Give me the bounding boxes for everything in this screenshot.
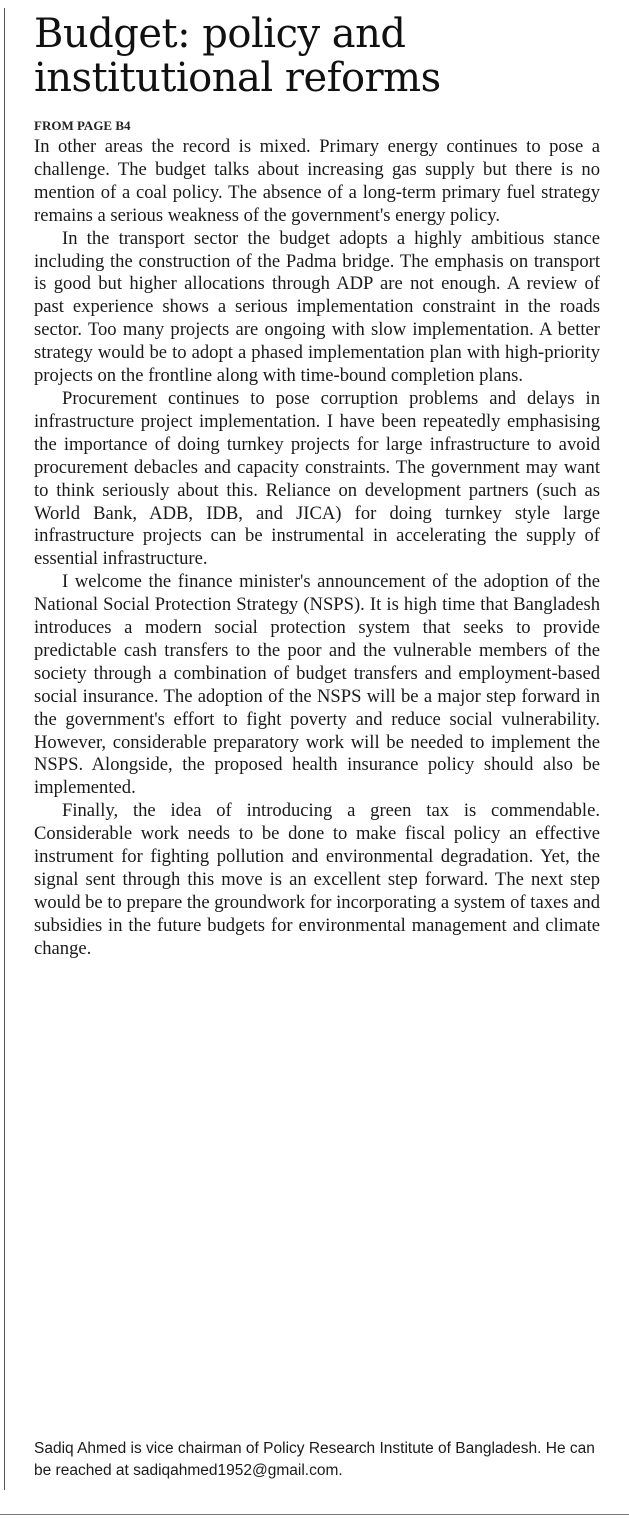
- body-paragraph-social-protection: I welcome the finance minister's announcement of the adoption of the National Social Protection Strategy (NSPS). It is high time that Bangladesh introduces a modern social protection system that seeks to provide predictable cash transfers to the poor and the vulnerable members of the society through a combination of budget transfers and employment-based social insurance. The adoption of the NSPS will be a major step forward in the government's effort to fight poverty and reduce social vulnerability. However, considerable preparatory work will be needed to implement the NSPS. Alongside, the proposed health insurance policy should also be implemented.: [34, 571, 600, 799]
- continuation-kicker: FROM PAGE B4: [34, 118, 131, 133]
- body-paragraph-energy: In other areas the record is mixed. Primary energy continues to pose a challenge. The budget talks about increasing gas supply but there is no mention of a coal policy. The absence of a long-term primary fuel strategy remains a serious weakness of the government's energy policy.: [34, 136, 600, 226]
- author-byline: Sadiq Ahmed is vice chairman of Policy Research Institute of Bangladesh. He can be reached at sadiqahmed1952@gmail.com.: [34, 1440, 595, 1479]
- body-paragraph-procurement: Procurement continues to pose corruption problems and delays in infrastructure project implementation. I have been repeatedly emphasising the importance of doing turnkey projects for large infrastructure to avoid procurement debacles and capacity constraints. The government may want to think seriously about this. Reliance on development partners (such as World Bank, ADB, IDB, and JICA) for doing turnkey style large infrastructure projects can be instrumental in accelerating the supply of essential infrastructure.: [34, 387, 600, 570]
- article-body: [34, 136, 600, 961]
- body-paragraph-green-tax: Finally, the idea of introducing a green tax is commendable. Considerable work needs to be done to make fiscal policy an effective instrument for fighting pollution and environmental degradation. Yet, the signal sent through this move is an excellent step forward. The next step would be to prepare the groundwork for incorporating a system of taxes and subsidies in the future budgets for environmental management and climate change.: [34, 800, 600, 959]
- body-paragraph-transport: In the transport sector the budget adopts a highly ambitious stance including the construction of the Padma bridge. The emphasis on transport is good but higher allocations through ADP are not enough. A review of past experience shows a serious implementation constraint in the roads sector. Too many projects are ongoing with slow implementation. A better strategy would be to adopt a phased implementation plan with high-priority projects on the frontline along with time-bound completion plans.: [34, 227, 600, 387]
- left-column-rule: [4, 8, 5, 1490]
- headline: Budget: policy and institutional reforms: [34, 11, 441, 101]
- bottom-rule: [0, 1514, 629, 1515]
